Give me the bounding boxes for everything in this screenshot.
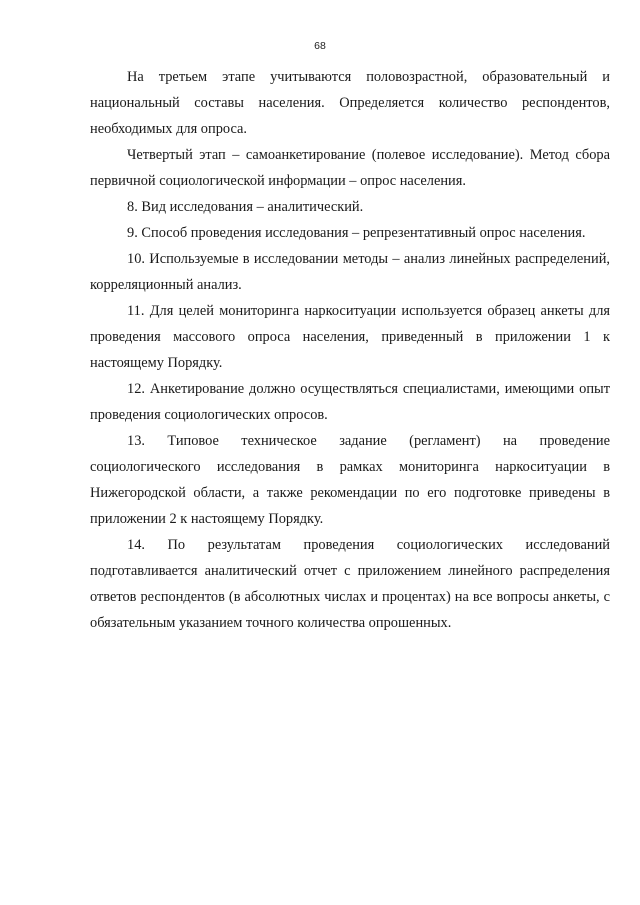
paragraph-item-11: 11. Для целей мониторинга наркоситуации используется образец анкеты для проведения массового опроса населения, приведенный в приложении 1 к настоящему Порядку. — [90, 303, 610, 371]
document-body — [90, 64, 610, 636]
paragraph-item-9: 9. Способ проведения исследования – репрезентативный опрос населения. — [127, 225, 586, 241]
paragraph-item-13: 13. Типовое техническое задание (регламент) на проведение социологического исследования в рамках мониторинга наркоситуации в Нижегородской области, а также рекомендации по его подготовке приведены в приложении 2 к настоящему Порядку. — [90, 433, 610, 527]
page-number: 68 — [314, 40, 326, 52]
paragraph-item-8: 8. Вид исследования – аналитический. — [127, 199, 364, 215]
paragraph-stage-four: Четвертый этап – самоанкетирование (полевое исследование). Метод сбора первичной социологической информации – опрос населения. — [90, 147, 610, 189]
paragraph-item-14: 14. По результатам проведения социологических исследований подготавливается аналитический отчет с приложением линейного распределения ответов респондентов (в абсолютных числах и процентах) на все вопросы анкеты, с обязательным указанием точного количества опрошенных. — [90, 537, 610, 631]
paragraph-item-12: 12. Анкетирование должно осуществляться специалистами, имеющими опыт проведения социологических опросов. — [90, 381, 610, 423]
paragraph-item-10: 10. Используемые в исследовании методы – анализ линейных распределений, корреляционный анализ. — [90, 251, 610, 293]
paragraph-stage-three: На третьем этапе учитываются половозрастной, образовательный и национальный составы населения. Определяется количество респондентов, необходимых для опроса. — [90, 69, 610, 137]
